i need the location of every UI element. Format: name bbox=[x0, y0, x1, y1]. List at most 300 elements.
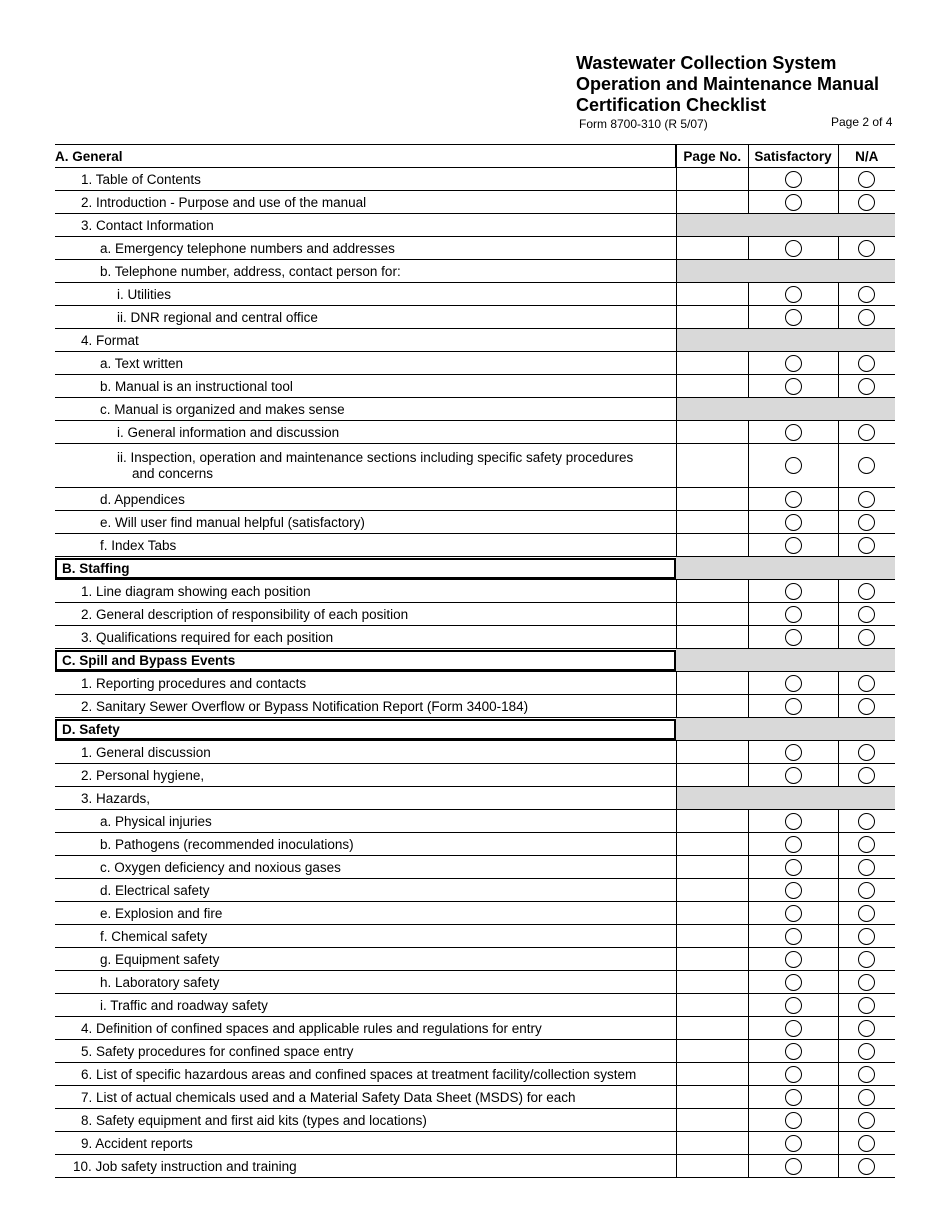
item-label-cell bbox=[55, 741, 676, 764]
item-label: g. Equipment safety bbox=[100, 951, 220, 967]
page-number-field[interactable] bbox=[676, 971, 748, 994]
satisfactory-radio[interactable] bbox=[785, 1089, 802, 1106]
na-cell bbox=[838, 971, 895, 994]
na-cell bbox=[838, 764, 895, 787]
satisfactory-radio[interactable] bbox=[785, 286, 802, 303]
item-label-cell bbox=[55, 672, 676, 695]
satisfactory-cell bbox=[748, 833, 838, 856]
table-row bbox=[55, 511, 895, 534]
na-radio[interactable] bbox=[858, 675, 875, 692]
page-number-field[interactable] bbox=[676, 191, 748, 214]
item-label: ii. Inspection, operation and maintenance sections including specific safety procedures and concerns bbox=[117, 449, 634, 481]
item-label-cell bbox=[55, 168, 676, 191]
satisfactory-radio[interactable] bbox=[785, 905, 802, 922]
table-row bbox=[55, 421, 895, 444]
satisfactory-cell bbox=[748, 1063, 838, 1086]
page-number-field[interactable] bbox=[676, 603, 748, 626]
satisfactory-radio[interactable] bbox=[785, 514, 802, 531]
section-row bbox=[55, 557, 895, 580]
na-cell bbox=[838, 925, 895, 948]
satisfactory-radio[interactable] bbox=[785, 767, 802, 784]
section-row bbox=[55, 649, 895, 672]
page-number-field[interactable] bbox=[676, 626, 748, 649]
item-label: a. Emergency telephone numbers and addresses bbox=[100, 240, 395, 256]
item-label: 6. List of specific hazardous areas and confined spaces at treatment facility/collection system bbox=[81, 1066, 637, 1082]
na-radio[interactable] bbox=[858, 194, 875, 211]
satisfactory-cell bbox=[748, 948, 838, 971]
satisfactory-cell bbox=[748, 856, 838, 879]
shaded-cell bbox=[676, 329, 895, 352]
na-radio[interactable] bbox=[858, 286, 875, 303]
na-radio[interactable] bbox=[858, 767, 875, 784]
na-radio[interactable] bbox=[858, 1158, 875, 1175]
na-cell bbox=[838, 511, 895, 534]
satisfactory-radio[interactable] bbox=[785, 309, 802, 326]
page-number-field[interactable] bbox=[676, 444, 748, 488]
na-radio[interactable] bbox=[858, 355, 875, 372]
item-label-cell bbox=[55, 329, 676, 352]
item-label: a. Physical injuries bbox=[100, 813, 212, 829]
page-number-field[interactable] bbox=[676, 511, 748, 534]
satisfactory-radio[interactable] bbox=[785, 629, 802, 646]
table-row bbox=[55, 741, 895, 764]
item-label: b. Manual is an instructional tool bbox=[100, 378, 293, 394]
form-title bbox=[576, 53, 936, 116]
item-label: 3. Hazards, bbox=[81, 790, 151, 806]
item-label-cell bbox=[55, 421, 676, 444]
satisfactory-radio[interactable] bbox=[785, 355, 802, 372]
na-radio[interactable] bbox=[858, 1135, 875, 1152]
page-number-field[interactable] bbox=[676, 833, 748, 856]
table-row bbox=[55, 283, 895, 306]
item-label-cell bbox=[55, 948, 676, 971]
table-row bbox=[55, 856, 895, 879]
item-label-cell bbox=[55, 375, 676, 398]
na-cell bbox=[838, 741, 895, 764]
na-radio[interactable] bbox=[858, 491, 875, 508]
item-label-cell bbox=[55, 1086, 676, 1109]
page-number-field[interactable] bbox=[676, 879, 748, 902]
satisfactory-radio[interactable] bbox=[785, 836, 802, 853]
item-label-cell bbox=[55, 649, 676, 672]
satisfactory-cell bbox=[748, 603, 838, 626]
shaded-cell bbox=[676, 398, 895, 421]
satisfactory-radio[interactable] bbox=[785, 194, 802, 211]
satisfactory-radio[interactable] bbox=[785, 698, 802, 715]
item-label: f. Index Tabs bbox=[100, 537, 177, 553]
na-radio[interactable] bbox=[858, 606, 875, 623]
item-label-cell bbox=[55, 695, 676, 718]
table-row bbox=[55, 191, 895, 214]
table-row bbox=[55, 1155, 895, 1178]
satisfactory-cell bbox=[748, 764, 838, 787]
item-label-cell bbox=[55, 283, 676, 306]
table-row bbox=[55, 580, 895, 603]
na-cell bbox=[838, 283, 895, 306]
page-number-field[interactable] bbox=[676, 1109, 748, 1132]
na-cell bbox=[838, 1109, 895, 1132]
item-label-cell bbox=[55, 1063, 676, 1086]
page-number-field[interactable] bbox=[676, 488, 748, 511]
satisfactory-radio[interactable] bbox=[785, 675, 802, 692]
table-row bbox=[55, 902, 895, 925]
item-label-cell bbox=[55, 994, 676, 1017]
na-radio[interactable] bbox=[858, 974, 875, 991]
na-cell bbox=[838, 168, 895, 191]
table-row bbox=[55, 603, 895, 626]
na-radio[interactable] bbox=[858, 905, 875, 922]
satisfactory-radio[interactable] bbox=[785, 951, 802, 968]
table-row bbox=[55, 306, 895, 329]
item-label-cell bbox=[55, 557, 676, 580]
na-radio[interactable] bbox=[858, 698, 875, 715]
satisfactory-cell bbox=[748, 695, 838, 718]
item-label-cell bbox=[55, 511, 676, 534]
table-row bbox=[55, 352, 895, 375]
item-label: e. Will user find manual helpful (satisfactory) bbox=[100, 514, 365, 530]
satisfactory-cell bbox=[748, 971, 838, 994]
satisfactory-radio[interactable] bbox=[785, 583, 802, 600]
table-row bbox=[55, 534, 895, 557]
satisfactory-cell bbox=[748, 810, 838, 833]
na-radio[interactable] bbox=[858, 378, 875, 395]
table-row bbox=[55, 1040, 895, 1063]
page-number-field[interactable] bbox=[676, 1132, 748, 1155]
checklist-table bbox=[55, 144, 895, 1178]
na-radio[interactable] bbox=[858, 309, 875, 326]
page-number-field[interactable] bbox=[676, 1017, 748, 1040]
item-label: 3. Contact Information bbox=[81, 217, 214, 233]
satisfactory-cell bbox=[748, 1109, 838, 1132]
na-radio[interactable] bbox=[858, 836, 875, 853]
item-label-cell bbox=[55, 260, 676, 283]
satisfactory-radio[interactable] bbox=[785, 928, 802, 945]
form-title-line: Certification Checklist bbox=[576, 95, 767, 115]
satisfactory-cell bbox=[748, 902, 838, 925]
item-label-cell bbox=[55, 833, 676, 856]
satisfactory-radio[interactable] bbox=[785, 1135, 802, 1152]
satisfactory-cell bbox=[748, 511, 838, 534]
satisfactory-radio[interactable] bbox=[785, 537, 802, 554]
table-row bbox=[55, 168, 895, 191]
shaded-cell bbox=[676, 718, 895, 741]
form-number: Form 8700-310 (R 5/07) bbox=[579, 117, 708, 131]
satisfactory-cell bbox=[748, 375, 838, 398]
table-row bbox=[55, 1132, 895, 1155]
item-label: i. Utilities bbox=[117, 286, 172, 302]
na-cell bbox=[838, 994, 895, 1017]
page-number-field[interactable] bbox=[676, 856, 748, 879]
item-label-cell bbox=[55, 237, 676, 260]
satisfactory-cell bbox=[748, 1132, 838, 1155]
na-radio[interactable] bbox=[858, 928, 875, 945]
section-row bbox=[55, 145, 895, 168]
satisfactory-radio[interactable] bbox=[785, 606, 802, 623]
table-row bbox=[55, 994, 895, 1017]
item-label-cell bbox=[55, 787, 676, 810]
item-label: 1. General discussion bbox=[81, 744, 211, 760]
satisfactory-cell bbox=[748, 925, 838, 948]
satisfactory-radio[interactable] bbox=[785, 859, 802, 876]
page-number-field[interactable] bbox=[676, 375, 748, 398]
satisfactory-cell bbox=[748, 237, 838, 260]
section-heading: A. General bbox=[55, 148, 123, 164]
satisfactory-cell bbox=[748, 191, 838, 214]
na-cell bbox=[838, 352, 895, 375]
na-radio[interactable] bbox=[858, 744, 875, 761]
section-row bbox=[55, 718, 895, 741]
satisfactory-radio[interactable] bbox=[785, 813, 802, 830]
table-row bbox=[55, 925, 895, 948]
na-radio[interactable] bbox=[858, 1089, 875, 1106]
item-label: 1. Reporting procedures and contacts bbox=[81, 675, 307, 691]
table-row bbox=[55, 1109, 895, 1132]
satisfactory-cell bbox=[748, 994, 838, 1017]
satisfactory-cell bbox=[748, 672, 838, 695]
item-label: 5. Safety procedures for confined space entry bbox=[81, 1043, 354, 1059]
satisfactory-radio[interactable] bbox=[785, 240, 802, 257]
section-heading: C. Spill and Bypass Events bbox=[55, 650, 676, 671]
table-row bbox=[55, 488, 895, 511]
satisfactory-radio[interactable] bbox=[785, 1112, 802, 1129]
shaded-cell bbox=[676, 557, 895, 580]
na-radio[interactable] bbox=[858, 813, 875, 830]
item-label-cell bbox=[55, 352, 676, 375]
item-label: 4. Format bbox=[81, 332, 139, 348]
table-row bbox=[55, 444, 895, 488]
na-radio[interactable] bbox=[858, 997, 875, 1014]
table-row bbox=[55, 1017, 895, 1040]
item-label-cell bbox=[55, 971, 676, 994]
item-label: e. Explosion and fire bbox=[100, 905, 223, 921]
na-cell bbox=[838, 237, 895, 260]
table-row bbox=[55, 764, 895, 787]
page-indicator: Page 2 of 4 bbox=[831, 115, 893, 129]
column-header-satisfactory: Satisfactory bbox=[748, 145, 838, 168]
satisfactory-cell bbox=[748, 168, 838, 191]
satisfactory-radio[interactable] bbox=[785, 1043, 802, 1060]
item-label: 2. Introduction - Purpose and use of the manual bbox=[81, 194, 367, 210]
page-number-field[interactable] bbox=[676, 306, 748, 329]
item-label-cell bbox=[55, 1040, 676, 1063]
na-cell bbox=[838, 306, 895, 329]
column-header-page-no: Page No. bbox=[676, 145, 748, 168]
item-label-cell bbox=[55, 488, 676, 511]
table-row bbox=[55, 810, 895, 833]
page-number-field[interactable] bbox=[676, 421, 748, 444]
form-title-line: Operation and Maintenance Manual bbox=[576, 74, 880, 94]
page-number-field[interactable] bbox=[676, 352, 748, 375]
satisfactory-radio[interactable] bbox=[785, 997, 802, 1014]
item-label: f. Chemical safety bbox=[100, 928, 208, 944]
page-number-field[interactable] bbox=[676, 1086, 748, 1109]
subheading-row bbox=[55, 787, 895, 810]
section-heading: B. Staffing bbox=[55, 558, 676, 579]
satisfactory-cell bbox=[748, 1155, 838, 1178]
subheading-row bbox=[55, 329, 895, 352]
item-label: 4. Definition of confined spaces and applicable rules and regulations for entry bbox=[81, 1020, 542, 1036]
satisfactory-radio[interactable] bbox=[785, 882, 802, 899]
item-label-cell bbox=[55, 1155, 676, 1178]
na-cell bbox=[838, 488, 895, 511]
item-label: i. Traffic and roadway safety bbox=[100, 997, 268, 1013]
table-row bbox=[55, 971, 895, 994]
na-radio[interactable] bbox=[858, 951, 875, 968]
na-radio[interactable] bbox=[858, 882, 875, 899]
table-row bbox=[55, 672, 895, 695]
satisfactory-cell bbox=[748, 580, 838, 603]
item-label-cell bbox=[55, 810, 676, 833]
item-label-cell bbox=[55, 306, 676, 329]
na-radio[interactable] bbox=[858, 629, 875, 646]
table-row bbox=[55, 879, 895, 902]
satisfactory-radio[interactable] bbox=[785, 491, 802, 508]
na-cell bbox=[838, 1155, 895, 1178]
na-radio[interactable] bbox=[858, 457, 875, 474]
page-number-field[interactable] bbox=[676, 902, 748, 925]
page-number-field[interactable] bbox=[676, 1040, 748, 1063]
page-number-field[interactable] bbox=[676, 1155, 748, 1178]
na-cell bbox=[838, 1040, 895, 1063]
subheading-row bbox=[55, 214, 895, 237]
item-label-cell bbox=[55, 1109, 676, 1132]
na-cell bbox=[838, 444, 895, 488]
form-title-line: Wastewater Collection System bbox=[576, 53, 837, 73]
item-label-cell bbox=[55, 718, 676, 741]
na-cell bbox=[838, 603, 895, 626]
shaded-cell bbox=[676, 649, 895, 672]
item-label: 1. Table of Contents bbox=[81, 171, 201, 187]
item-label: h. Laboratory safety bbox=[100, 974, 220, 990]
na-cell bbox=[838, 856, 895, 879]
shaded-cell bbox=[676, 260, 895, 283]
na-radio[interactable] bbox=[858, 583, 875, 600]
na-cell bbox=[838, 695, 895, 718]
item-label: c. Oxygen deficiency and noxious gases bbox=[100, 859, 341, 875]
na-cell bbox=[838, 672, 895, 695]
satisfactory-cell bbox=[748, 534, 838, 557]
na-radio[interactable] bbox=[858, 1066, 875, 1083]
item-label: 2. Personal hygiene, bbox=[81, 767, 205, 783]
item-label-cell bbox=[55, 856, 676, 879]
page-number-field[interactable] bbox=[676, 1063, 748, 1086]
table-row bbox=[55, 1086, 895, 1109]
item-label-cell bbox=[55, 764, 676, 787]
na-cell bbox=[838, 810, 895, 833]
na-cell bbox=[838, 375, 895, 398]
satisfactory-cell bbox=[748, 283, 838, 306]
na-cell bbox=[838, 1063, 895, 1086]
satisfactory-radio[interactable] bbox=[785, 974, 802, 991]
na-cell bbox=[838, 421, 895, 444]
item-label: d. Electrical safety bbox=[100, 882, 210, 898]
na-radio[interactable] bbox=[858, 1043, 875, 1060]
item-label-cell bbox=[55, 879, 676, 902]
item-label-cell bbox=[55, 534, 676, 557]
page-number-field[interactable] bbox=[676, 237, 748, 260]
page-number-field[interactable] bbox=[676, 764, 748, 787]
satisfactory-radio[interactable] bbox=[785, 1020, 802, 1037]
item-label: c. Manual is organized and makes sense bbox=[100, 401, 345, 417]
item-label-cell bbox=[55, 1132, 676, 1155]
page-number-field[interactable] bbox=[676, 948, 748, 971]
satisfactory-radio[interactable] bbox=[785, 457, 802, 474]
na-radio[interactable] bbox=[858, 240, 875, 257]
na-cell bbox=[838, 580, 895, 603]
page-number-field[interactable] bbox=[676, 925, 748, 948]
page-number-field[interactable] bbox=[676, 810, 748, 833]
page-number-field[interactable] bbox=[676, 580, 748, 603]
item-label-cell bbox=[55, 398, 676, 421]
page-number-field[interactable] bbox=[676, 695, 748, 718]
item-label-cell bbox=[55, 626, 676, 649]
satisfactory-cell bbox=[748, 306, 838, 329]
na-cell bbox=[838, 626, 895, 649]
na-radio[interactable] bbox=[858, 1020, 875, 1037]
item-label-cell bbox=[55, 902, 676, 925]
section-heading: D. Safety bbox=[55, 719, 676, 740]
table-row bbox=[55, 695, 895, 718]
satisfactory-cell bbox=[748, 421, 838, 444]
page-number-field[interactable] bbox=[676, 283, 748, 306]
item-label: a. Text written bbox=[100, 355, 184, 371]
satisfactory-radio[interactable] bbox=[785, 171, 802, 188]
item-label-cell bbox=[55, 580, 676, 603]
item-label-cell bbox=[55, 214, 676, 237]
na-radio[interactable] bbox=[858, 537, 875, 554]
satisfactory-cell bbox=[748, 879, 838, 902]
page-number-field[interactable] bbox=[676, 672, 748, 695]
item-label: ii. DNR regional and central office bbox=[117, 309, 318, 325]
na-cell bbox=[838, 534, 895, 557]
item-label: 3. Qualifications required for each position bbox=[81, 629, 334, 645]
satisfactory-cell bbox=[748, 444, 838, 488]
item-label: 9. Accident reports bbox=[81, 1135, 193, 1151]
na-cell bbox=[838, 948, 895, 971]
item-label-cell bbox=[55, 1017, 676, 1040]
table-row bbox=[55, 237, 895, 260]
page-number-field[interactable] bbox=[676, 534, 748, 557]
satisfactory-radio[interactable] bbox=[785, 378, 802, 395]
na-radio[interactable] bbox=[858, 859, 875, 876]
item-label: b. Pathogens (recommended inoculations) bbox=[100, 836, 354, 852]
satisfactory-radio[interactable] bbox=[785, 1158, 802, 1175]
na-radio[interactable] bbox=[858, 514, 875, 531]
item-label: i. General information and discussion bbox=[117, 424, 340, 440]
column-header-na: N/A bbox=[838, 145, 895, 168]
na-radio[interactable] bbox=[858, 171, 875, 188]
item-label: 2. General description of responsibility of each position bbox=[81, 606, 409, 622]
na-radio[interactable] bbox=[858, 1112, 875, 1129]
page-number-field[interactable] bbox=[676, 741, 748, 764]
na-cell bbox=[838, 879, 895, 902]
satisfactory-radio[interactable] bbox=[785, 744, 802, 761]
item-label-cell bbox=[55, 925, 676, 948]
page-number-field[interactable] bbox=[676, 168, 748, 191]
satisfactory-radio[interactable] bbox=[785, 1066, 802, 1083]
item-label: 10. Job safety instruction and training bbox=[73, 1158, 297, 1174]
page-number-field[interactable] bbox=[676, 994, 748, 1017]
satisfactory-cell bbox=[748, 352, 838, 375]
item-label: b. Telephone number, address, contact person for: bbox=[100, 263, 401, 279]
table-row bbox=[55, 833, 895, 856]
na-radio[interactable] bbox=[858, 424, 875, 441]
table-row bbox=[55, 375, 895, 398]
satisfactory-cell bbox=[748, 741, 838, 764]
table-row bbox=[55, 1063, 895, 1086]
na-cell bbox=[838, 1086, 895, 1109]
satisfactory-radio[interactable] bbox=[785, 424, 802, 441]
